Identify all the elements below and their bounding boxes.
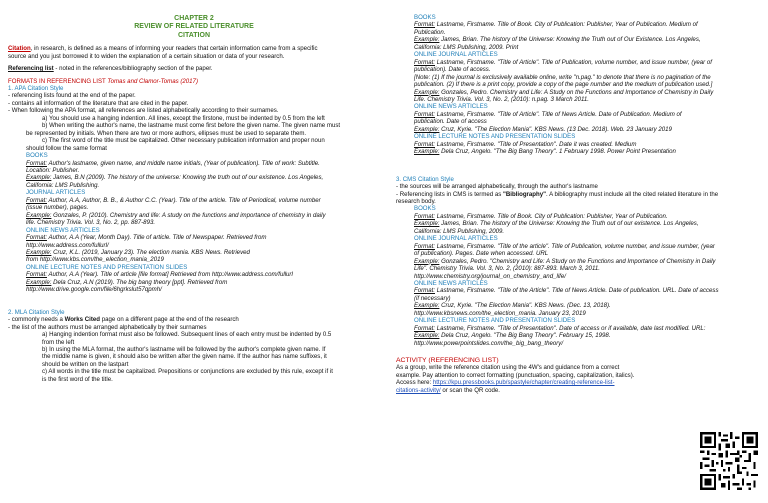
apa-rule: should follow the same format: [26, 144, 107, 152]
apa-rule: be represented by initials. When there are two or more authors, ellipses must be used to separate them.: [26, 129, 307, 137]
mla-books-label: BOOKS: [414, 14, 436, 21]
cms-news-label: ONLINE NEWS ARTICLES: [414, 279, 488, 287]
mla-rule: from the left: [42, 338, 75, 346]
mla-rule: should be written on the lastpart: [42, 360, 129, 368]
cms-line: research body.: [396, 197, 436, 205]
mla-rule: b) In using the MLA format, the author's lastname will be followed by the author's complete given name. If: [42, 345, 326, 353]
apa-journal-label: JOURNAL ARTICLES: [26, 189, 86, 197]
referencing-list-definition: Referencing list - noted in the references/bibliography section of the paper.: [8, 65, 213, 73]
apa-line: - When following the APA format, all references are listed alphabetically according to their surnames.: [8, 107, 279, 115]
apa-news-label: ONLINE NEWS ARTICLES: [26, 226, 100, 234]
apa-rule: b) When writing the author's name, the lastname must come first before the given name. The given name must: [42, 122, 341, 130]
chapter-title: REVIEW OF RELATED LITERATURE: [134, 23, 254, 31]
cms-lecture-label: ONLINE LECTURE NOTES AND PRESENTATION SLIDES: [414, 317, 576, 325]
cms-line: - Referencing lists in CMS is termed as "Bibliography". A bibliography must include all the cited related literature in the: [396, 190, 719, 198]
right-column: BOOKS Format: Lastname, Firstname. Title of Book. City of Publication: Publisher, Year of Publication. Medium of Publication. Example: James, Brian. The history of the Universe: Knowing the Truth out of Our Existence. Los Angeles, California: LMS Publishing, 2009. Print ONLINE JOURNAL ARTICLES Format: Lastname, Firstname. "Title of Article". Title of Publication, volume number, and issue number, (year of publication). Date of access. [Note: (1) If the journal is exclusively available online, write "n.pag." to denote that there is no pagination of the publication. (2) If there is a print copy, provide a copy of the page number and the medium of publication used.] Example: Gonzales, Pedro. Chemistry and Life: A Study on the Functions and Importance of Chemistry in Daily Life. Chemistry Trivia. Vol. 3, No. 2, (2010): n.pag. 3 March 2011. ONLINE NEWS ARTICLES Format: Lastname, Firstname. "Title of Article". Title of News Article. Date of Publication. Medium of publication. Date of access Example: Cruz, Kyrie. "The Election Mania". KBS News. (13 Dec. 2018). Web. 23 January 2019 ONLINE LECTURE NOTES AND PRESENTATION SLIDES Format: Lastname, Firstname. "Title of Presentation". Date it was created. Medium Example: Dela Cruz, Angelo. "The Big Bang Theory". 1 February 1998. Power Point Presentation 3. CMS Citation Style - the sources will be arranged alphabetically, through the author's lastname - Referencing lists in CMS is termed as "Bibliography". A bibliography must include all the cited related literature in the research body. BOOKS Format: Lastname, Firstname. Title of Book. City of Publication: Publisher, Year of Publication. Example: James, Brian. The history of the Universe: Knowing the Truth out of our existence. Los Angeles, California: LMS Publishing, 2009. ONLINE JOURNAL ARTICLES Format: Lastname, Firstname. "Title of the article". Title of Publication, volume number, and issue number, (year of publication). Pages. Date when accessed. URL Example: Gonzales, Pedro. "Chemistry and Life: A Study on the Functions and Importance of Chemistry in Daily Life". Chemistry Trivia. Vol. 3, No. 2, (2010): 887-893. March 3, 2011. http://www.chemistry.org/journal_on_chemistry_and_life/ ONLINE NEWS ARTICLES Format: Lastname, Firstname. "Title of the Article". Title of News Article. Date of publication. URL. Date of access (if necessary) Example: Cruz, Kyrie. "The Election Mania". KBS News. (Dec. 13, 2018). http://www.kbsnews.com/the_election_mania. January 23, 2019 ONLINE LECTURE NOTES AND PRESENTATION SLIDES Format: Lastname, Firstname. "Title of Presentation". Date of access or if available, date last modified. URL: Example: Dela Cruz, Angelo. "The Big Bang Theory". February 15, 1998. http://www.powerpointslides.com/the_big_bang_theory/ ACTIVITY (REFERENCING LIST) As a group, write the reference citation using the 4W's and guidance from a correct example. Pay attention to correct formatting (punctuation, spacing, capitalization, italics). Access here: https://kpu.pressbooks.pub/spastyle/chapter/creating-reference-list- citations-activity/ or scan the QR code.: [396, 0, 762, 394]
apa-title: 1. APA Citation Style: [8, 85, 64, 93]
apa-lecture-label: ONLINE LECTURE NOTES AND PRESENTATION SLIDES: [26, 263, 188, 271]
mla-title: 2. MLA Citation Style: [8, 308, 65, 316]
mla-lecture-label: ONLINE LECTURE NOTES AND PRESENTATION SLIDES: [414, 133, 576, 141]
formats-heading: FORMATS IN REFERENCING LIST Tomas and Clamor-Tomas (2017): [8, 77, 198, 85]
mla-rule: a) Hanging indention format must also be followed. Subsequent lines of each entry must be indented by 0.5: [42, 331, 332, 339]
mla-line: - commonly needs a Works Cited page on a different page at the end of the research: [8, 316, 239, 324]
mla-rule: c) All words in the title must be capitalized. Prepositions or conjunctions are excluded by this rule, except if it: [42, 368, 333, 376]
left-column: CHAPTER 2 REVIEW OF RELATED LITERATURE CITATION Citation, in research, is defined as a means of informing your readers that certain information came from a specific source and you just borrowed it to widen the explanation of a certain situation or data of your research. Referencing list - noted in the references/bibliography section of the paper. FORMATS IN REFERENCING LIST Tomas and Clamor-Tomas (2017) 1. APA Citation Style - referencing lists found at the end of the paper. - contains all information of the literature that are cited in the paper. - When following the APA format, all references are listed alphabetically according to their surnames. a) You should use a hanging indention. All lines, except the firstone, must be indented by 0.5 from the left b) When writing the author's name, the lastname must come first before the given name. The given name must be represented by initials. When there are two or more authors, ellipses must be used to separate them. c) The first word of the title must be capitalized. Other necessary publication information and proper noun should follow the same format BOOKS Format: Author's lastname, given name, and middle name initials, (Year of publication). Title of work: Subtitle. Location: Publisher. Example: James, B.N (2009). The history of the universe: Knowing the truth out of our existence. Los Angeles, California: LMS Publishing. JOURNAL ARTICLES Format: Author, A.A, Author, B. B., & Author C.C. (Year). Title of the article. Title of Periodical, volume number (issue number), pages. Example: Gonzales, P. (2010). Chemistry and life: A study on the functions and importance of chemistry in daily life. Chemistry Trivia. Vol. 3, No. 2, pp. 887-893. ONLINE NEWS ARTICLES Format: Author, A.A (Year, Month Day). Title of article. Title of Newspaper. Retrieved from http://www.address.com/fullurl/ Example: Cruz, K.L. (2019, January 23). The election mania. KBS News. Retrieved from http://www.kbs.com/the_election_mania_2019 ONLINE LECTURE NOTES AND PRESENTATION SLIDES Format: Author, A.A (Year). Title of article [file format] Retrieved from http://www.address.com/fullurl Example: Dela Cruz, A.N (2019). The big bang theory [ppt]. Retrieved from http://www.drive.google.com/file/6hgrkslut57qpmh/ 2. MLA Citation Style - commonly needs a Works Cited page on a different page at the end of the research - the list of the authors must be arranged alphabetically by their surnames a) Hanging indention format must also be followed. Subsequent lines of each entry must be indented by 0.5 from the left b) In using the MLA format, the author's lastname will be followed by the author's complete given name. If the middle name is given, it should also be written after the given name. If the author has name suffixes, it should be written on the lastpart c) All words in the title must be capitalized. Prepositions or conjunctions are excluded by this rule, except if it is the first word of the title.: [8, 0, 380, 383]
mla-line: - the list of the authors must be arranged alphabetically by their surnames: [8, 323, 207, 331]
citation-definition: Citation, in research, is defined as a means of informing your readers that certain information came from a specific source and you just borrowed it to widen the explanation of a certain situation or data of your research.: [8, 45, 318, 60]
apa-rule: c) The first word of the title must be capitalized. Other necessary publication information and proper noun: [42, 137, 325, 145]
activity-link[interactable]: https://kpu.pressbooks.pub/spastyle/chapter/creating-reference-list-: [432, 379, 615, 387]
activity-link-continued[interactable]: citations-activity/: [396, 386, 441, 394]
cms-books-label: BOOKS: [414, 205, 436, 213]
qr-code-image[interactable]: [700, 432, 758, 490]
cms-journal-label: ONLINE JOURNAL ARTICLES: [414, 235, 498, 243]
apa-rule: a) You should use a hanging indention. All lines, except the firstone, must be indented by 0.5 from the left: [42, 114, 325, 122]
activity-instructions: As a group, write the reference citation using the 4W's and guidance from a correct example. Pay attention to correct formatting (punctuation, spacing, capitalization, italics). Access here: https://kpu.pressbooks.pub/spastyle/chapter/creating-reference-list- citations-activity/ or scan the QR code.: [396, 364, 635, 394]
mla-rule: is the first word of the title.: [42, 375, 113, 383]
cms-line: - the sources will be arranged alphabetically, through the author's lastname: [396, 183, 598, 191]
apa-books-label: BOOKS: [26, 152, 48, 160]
activity-title: ACTIVITY (REFERENCING LIST): [396, 357, 499, 365]
section-title: CITATION: [177, 31, 210, 39]
chapter-label: CHAPTER 2: [174, 15, 214, 22]
cms-title: 3. CMS Citation Style: [396, 175, 454, 183]
mla-news-label: ONLINE NEWS ARTICLES: [414, 103, 488, 111]
apa-line: - contains all information of the literature that are cited in the paper.: [8, 99, 189, 107]
mla-journal-label: ONLINE JOURNAL ARTICLES: [414, 51, 498, 59]
citation-term: Citation: [8, 45, 31, 53]
mla-rule: the middle name is given, it should also be written after the given name. If the author has name suffixes, it: [42, 353, 327, 361]
apa-line: - referencing lists found at the end of the paper.: [8, 92, 136, 100]
